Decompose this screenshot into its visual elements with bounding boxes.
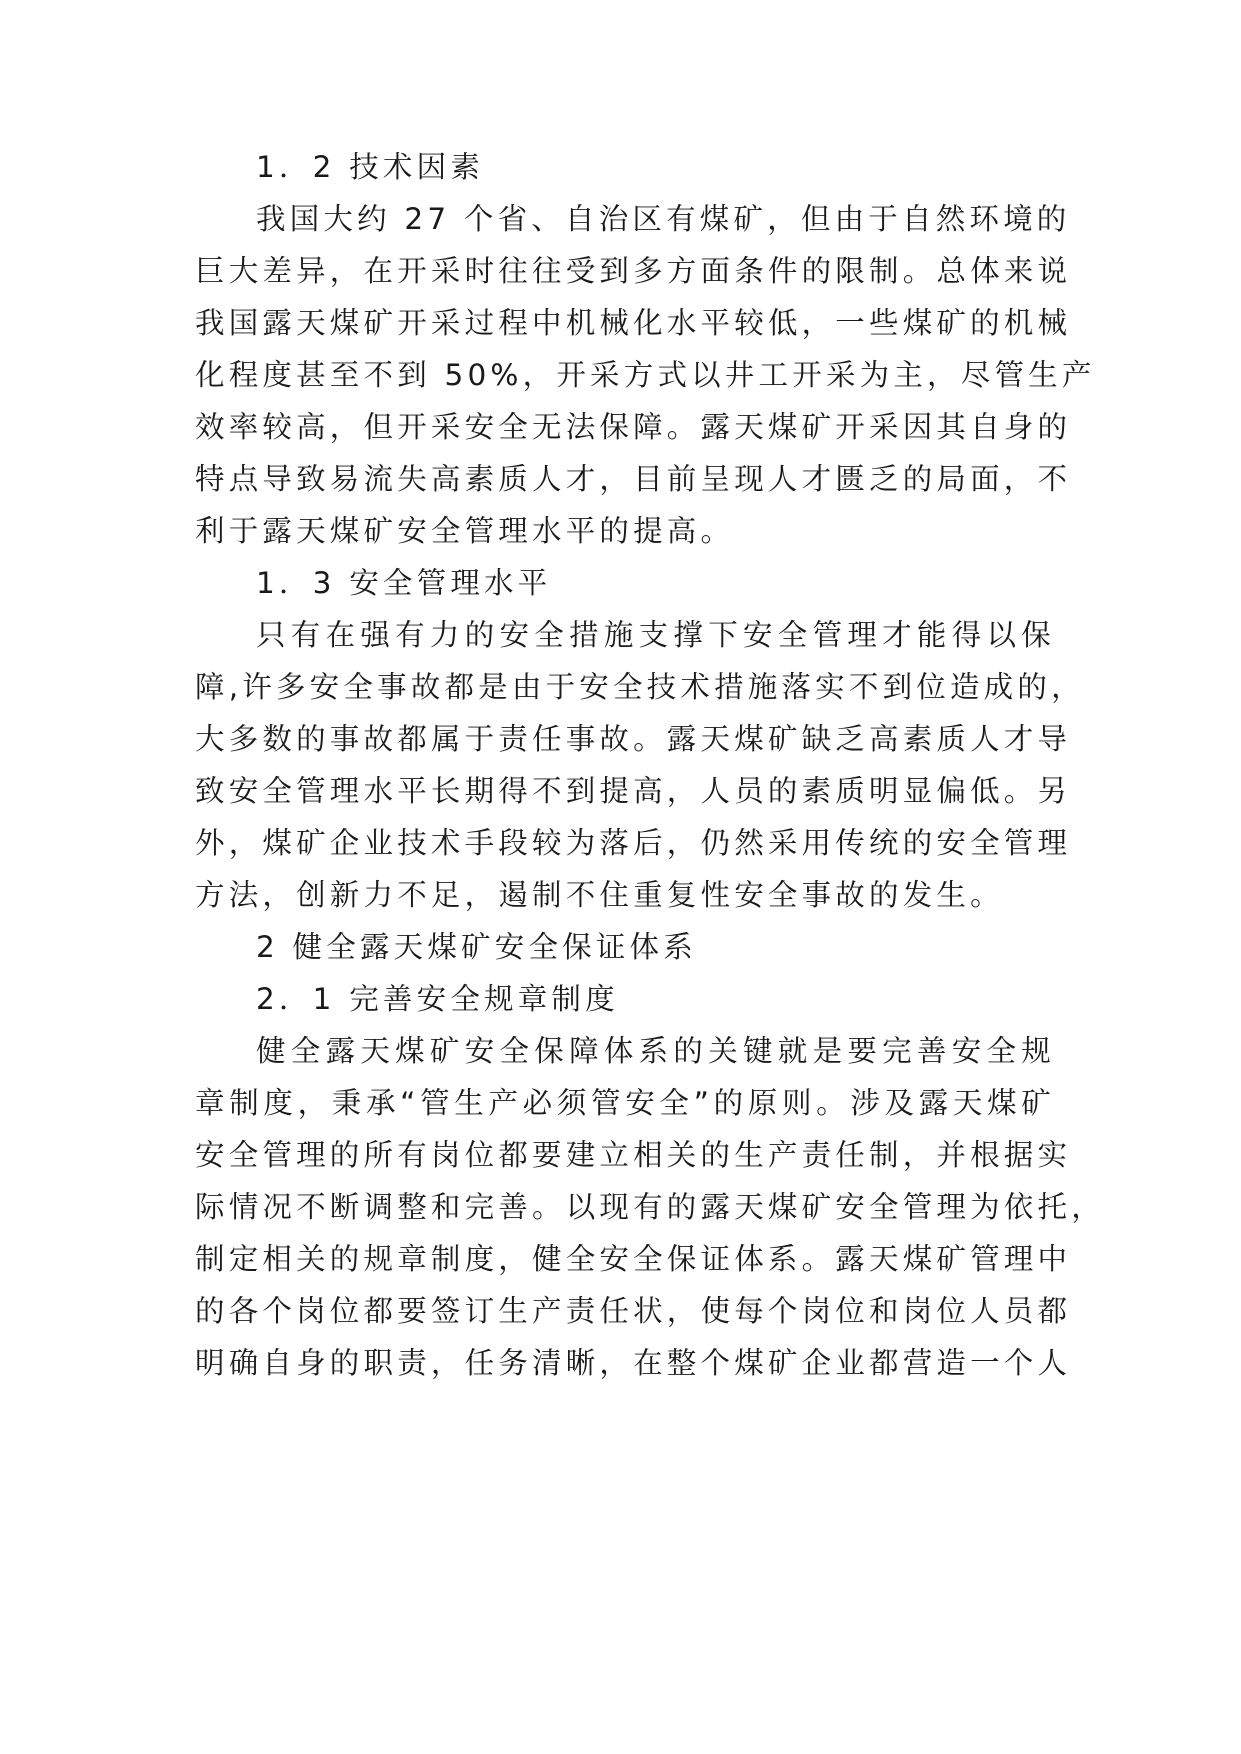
paragraph-line: 际情况不断调整和完善。以现有的露天煤矿安全管理为依托， <box>195 1190 1105 1224</box>
paragraph-line: 的各个岗位都要签订生产责任状，使每个岗位和岗位人员都 <box>195 1294 1072 1328</box>
paragraph-line: 章制度，秉承“管生产必须管安全”的原则。涉及露天煤矿 <box>195 1086 1055 1120</box>
paragraph-line: 巨大差异，在开采时往往受到多方面条件的限制。总体来说 <box>195 254 1072 288</box>
section-heading-1-2: 1．2 技术因素 <box>256 150 485 184</box>
section-heading-2: 2 健全露天煤矿安全保证体系 <box>256 930 697 964</box>
paragraph-line: 效率较高，但开采安全无法保障。露天煤矿开采因其自身的 <box>195 410 1072 444</box>
paragraph-line: 方法，创新力不足，遏制不住重复性安全事故的发生。 <box>195 878 1004 912</box>
paragraph-line: 只有在强有力的安全措施支撑下安全管理才能得以保 <box>256 618 1055 652</box>
paragraph-line: 化程度甚至不到 50%，开采方式以井工开采为主，尽管生产 <box>195 358 1096 392</box>
paragraph-line: 外，煤矿企业技术手段较为落后，仍然采用传统的安全管理 <box>195 826 1072 860</box>
paragraph-line: 大多数的事故都属于责任事故。露天煤矿缺乏高素质人才导 <box>195 722 1072 756</box>
paragraph-line: 障,许多安全事故都是由于安全技术措施落实不到位造成的， <box>195 670 1085 704</box>
section-heading-1-3: 1．3 安全管理水平 <box>256 566 552 600</box>
section-heading-2-1: 2．1 完善安全规章制度 <box>256 982 619 1016</box>
paragraph-line: 我国露天煤矿开采过程中机械化水平较低，一些煤矿的机械 <box>195 306 1072 340</box>
paragraph-line: 我国大约 27 个省、自治区有煤矿，但由于自然环境的 <box>256 202 1071 236</box>
paragraph-line: 特点导致易流失高素质人才，目前呈现人才匮乏的局面，不 <box>195 462 1072 496</box>
paragraph-line: 致安全管理水平长期得不到提高，人员的素质明显偏低。另 <box>195 774 1072 808</box>
paragraph-line: 健全露天煤矿安全保障体系的关键就是要完善安全规 <box>256 1034 1055 1068</box>
paragraph-line: 利于露天煤矿安全管理水平的提高。 <box>195 514 735 548</box>
paragraph-line: 制定相关的规章制度，健全安全保证体系。露天煤矿管理中 <box>195 1242 1072 1276</box>
paragraph-line: 明确自身的职责，任务清晰，在整个煤矿企业都营造一个人 <box>195 1346 1072 1380</box>
paragraph-line: 安全管理的所有岗位都要建立相关的生产责任制，并根据实 <box>195 1138 1072 1172</box>
